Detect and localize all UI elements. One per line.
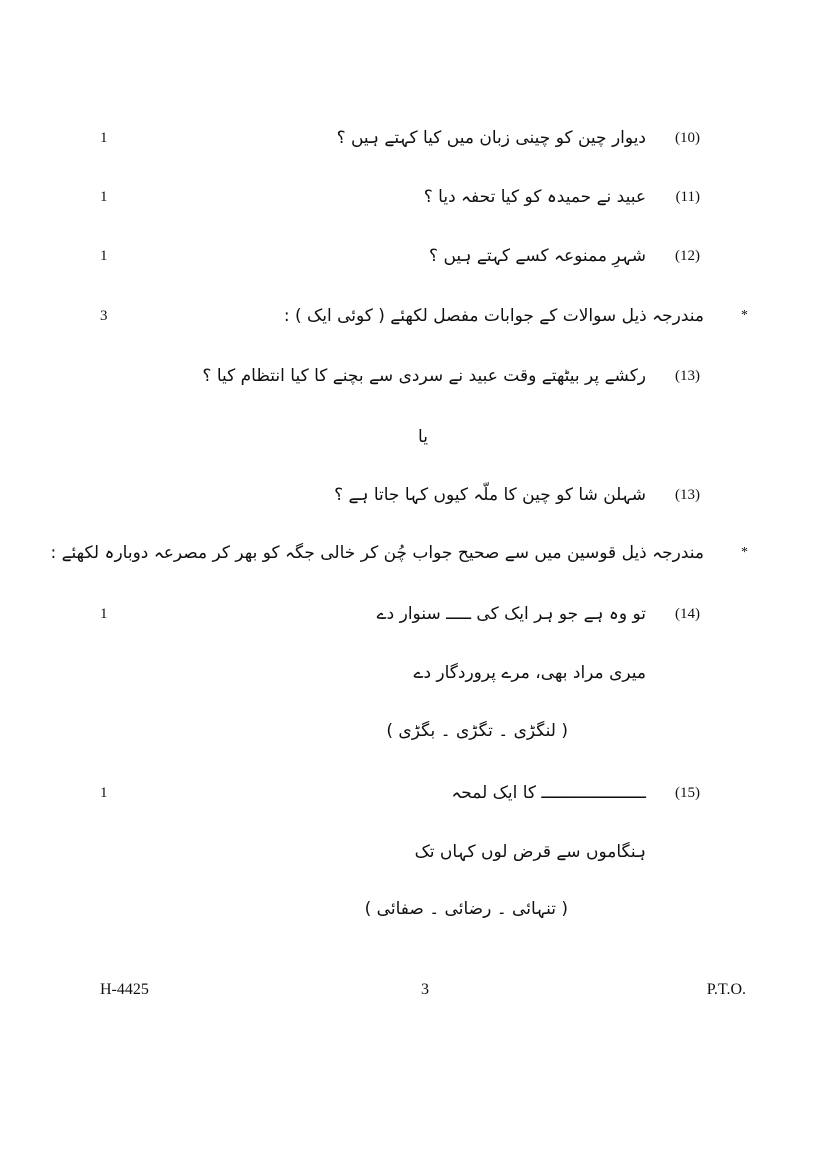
fill-blank-instruction-row (0, 538, 826, 568)
question-number: (14) (675, 606, 700, 622)
marks: 1 (100, 189, 108, 205)
verse-line-2: میری مراد بھی، مرے پروردگار دے (413, 663, 646, 683)
question-15-options-row (0, 894, 826, 924)
verse-line-2: ہنگاموں سے قرض لوں کہاں تک (414, 842, 646, 862)
question-number: (11) (675, 189, 700, 205)
verse-line-1: تو وہ ہے جو ہر ایک کی ـــــ سنوار دے (376, 604, 646, 624)
question-text: شہلن شا کو چین کا ملّہ کیوں کہا جاتا ہے ؟ (334, 485, 646, 505)
or-separator-row (0, 422, 826, 452)
question-10-row (0, 123, 826, 153)
question-14-row (0, 599, 826, 629)
long-answer-instruction-row (0, 301, 826, 331)
question-text: عبید نے حمیدہ کو کیا تحفہ دیا ؟ (423, 187, 646, 207)
instruction-text: مندرجہ ذیل سوالات کے جوابات مفصل لکھئے ( کوئی ایک ) : (283, 306, 704, 326)
question-text: دیوار چین کو چینی زبان میں کیا کہتے ہیں ؟ (336, 128, 646, 148)
question-number: (13) (675, 487, 700, 503)
marks: 1 (100, 130, 108, 146)
question-number: (15) (675, 785, 700, 801)
bullet-star: * (741, 308, 748, 323)
question-11-row (0, 182, 826, 212)
or-separator: یا (418, 427, 428, 447)
question-14-options-row (0, 716, 826, 746)
answer-options: ( لنگڑی ۔ تگڑی ۔ بگڑی ) (386, 721, 568, 741)
question-15-line2-row (0, 837, 826, 867)
marks: 3 (100, 308, 108, 324)
please-turn-over: P.T.O. (706, 981, 746, 998)
question-number: (10) (675, 130, 700, 146)
question-13b-row (0, 480, 826, 510)
verse-line-1: ـــــــــــــــــــــ کا ایک لمحہ (451, 783, 646, 803)
question-15-row (0, 778, 826, 808)
question-text: رکشے پر بیٹھتے وقت عبید نے سردی سے بچنے کا کیا انتظام کیا ؟ (202, 366, 646, 386)
page-number: 3 (421, 981, 429, 998)
marks: 1 (100, 785, 108, 801)
question-number: (13) (675, 368, 700, 384)
question-text: شہرِ ممنوعہ کسے کہتے ہیں ؟ (429, 246, 646, 266)
question-12-row (0, 241, 826, 271)
answer-options: ( تنہائی ۔ رضائی ۔ صفائی ) (364, 899, 568, 919)
paper-code: H-4425 (100, 981, 149, 998)
question-13a-row (0, 361, 826, 391)
marks: 1 (100, 248, 108, 264)
marks: 1 (100, 606, 108, 622)
question-14-line2-row (0, 658, 826, 688)
bullet-star: * (741, 545, 748, 560)
instruction-text: مندرجہ ذیل قوسین میں سے صحیح جواب چُن کر خالی جگہ کو بھر کر مصرعہ دوبارہ لکھئے : (50, 543, 704, 563)
question-number: (12) (675, 248, 700, 264)
